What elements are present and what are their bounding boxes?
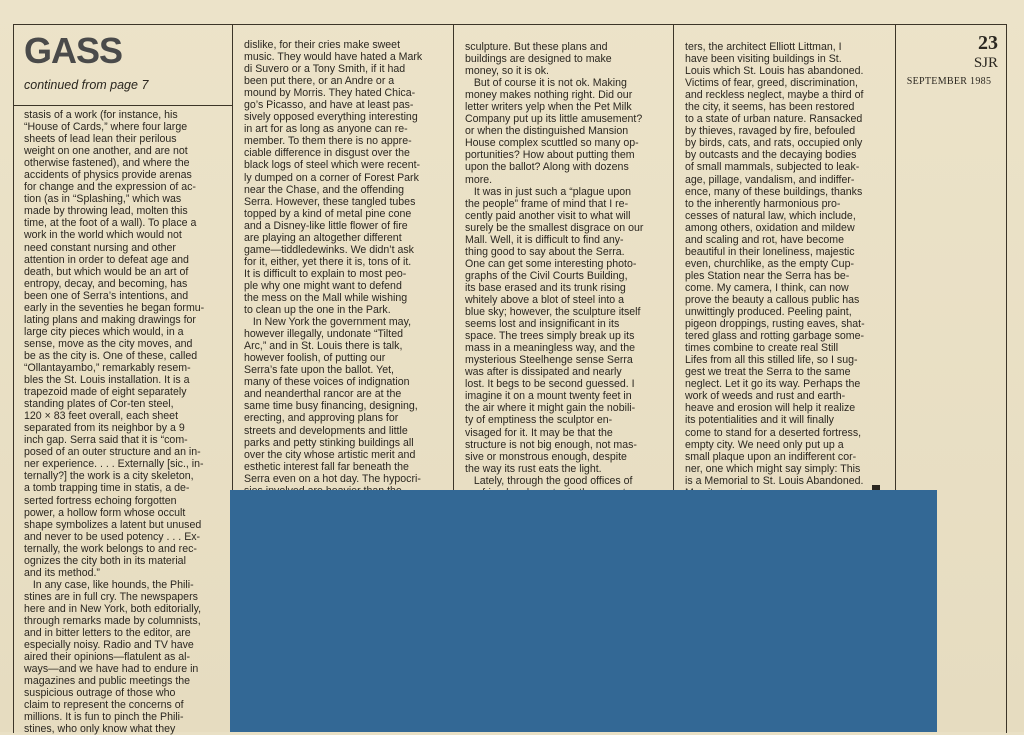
publication-name: SJR <box>973 55 998 71</box>
issue-date: SEPTEMBER 1985 <box>906 76 992 87</box>
article-column-1: stasis of a work (for instance, his “House of Cards,” where four large sheets of lead lean their perilous weight on one another, and are not otherwise fastened), and where the accidents of physics provide arenas for change and the expression of ac- tion (as in “Splashing,” which was made by throwing lead, molten this time, at the foot of a wall). To place a work in the world which would not need constant nursing and other attention in order to defeat age and death, but which would be an art of entropy, decay, and becoming, has been one of Serra’s intentions, and early in the seventies he began formu- lating plans and making drawings for large city pieces which would, in a sense, move as the city moves, and be as the city is. One of these, called “Ollantayambo,” remarkably resem- bles the St. Louis installation. It is a trapezoid made of eight separately standing plates of Cor-ten steel, 120 × 83 feet overall, each sheet separated from its neighbor by a 9 inch gap. Serra said that it is “com- posed of an outer structure and an in- ner experience. . . . Externally [sic., in- ternally?] the work is a city skeleton, a tomb trapping time in statis, a de- serted fortress echoing forgotten power, a hollow form whose occult shape symbolizes a latent but unused and never to be used potency . . . Ex- ternally, the work belongs to and rec- ognizes the city both in its material and its method.” In any case, like hounds, the Phili- stines are in full cry. The newspapers here and in New York, both editorially, through remarks made by columnists, and in bitter letters to the editor, are especially noisy. Radio and TV have aired their opinions—flatulent as al- ways—and we have had to endure in magazines and public meetings the suspicious outrage of those who claim to represent the concerns of millions. It is fun to pinch the Phili- stines, who only know what they <box>24 109 205 735</box>
article-column-4: ters, the architect Elliott Littman, I have been visiting buildings in St. Louis which St. Louis has abandoned. Victims of fear, greed, discrimination, and reckless neglect, maybe a third of the city, it seems, has been restored to a state of urban nature. Ransacked by thieves, ravaged by fire, befouled by birds, cats, and rats, occupied only by outcasts and the decaying bodies of small mammals, subjected to leak- age, pillage, vandalism, and indiffer- ence, many of these buildings, thanks to the inherently harmonious pro- cesses of natural law, which include, among others, oxidation and mildew and scaling and rot, have become beautiful in their loneliness, majestic even, churchlike, as the empty Cup- ples Station near the Serra has be- come. My camera, I think, can now prove the beauty a callous public has unwittingly produced. Peeling paint, pigeon droppings, rusting eaves, shat- tered glass and rotting garbage some- times combine to create real Still Lifes from all this stilled life, so I sug- gest we treat the Serra to the same neglect. Let it go its way. Perhaps the work of weeds and rust and earth- heave and erosion will help it realize its potentialities and it will finally come to stand for a deserted fortress, empty city. We need only put up a small plaque upon an indifferent cor- ner, one which might say simply: This is a Memorial to St. Louis Abandoned. <box>685 41 865 487</box>
article-column-2: dislike, for their cries make sweet music. They would have hated a Mark di Suvero or a Tony Smith, if it had been put there, or an Andre or a mound by Morris. They hated Chica- go’s Picasso, and have at least pas- sively opposed everything interesting in art for as long as anyone can re- member. To them there is no appre- ciable difference in disgust over the black logs of steel which were recent- ly dumped on a corner of Forest Park near the Chase, and the offending Serra. However, these tangled tubes topped by a kind of metal pine cone and a Disney-like little flower of fire are playing an altogether different game—tiddledewinks. We didn’t ask for it, either, yet there it is, tons of it. It is difficult to explain to most peo- ple why one might want to defend the mess on the Mall while wishing to clean up the one in the Park. In New York the government may, however illegally, undonate “Tilted Arc,” and in St. Louis there is talk, however foolish, of putting our Serra’s fate upon the ballot. Yet, many of these voices of indignation and neanderthal rancor are at the same time busy financing, designing, erecting, and approving plans for streets and developments and little parks and petty stinking buildings all over the city whose artistic merit and esthetic interest fall far beneath the Serra even on a hot day. The hypocri- <box>244 39 423 485</box>
article-column-3: sculpture. But these plans and buildings are designed to make money, so it is ok. But of course it is not ok. Making money makes nothing right. Did our letter writers yelp when the Pet Milk Company put up its little amusement? or when the distinguished Mansion House complex scuttled so many op- portunities? How about putting them upon the ballot? Along with dozens more. It was in just such a “plague upon the people” frame of mind that I re- cently paid another visit to what will surely be the smallest disgrace on our Mall. Well, it is difficult to find any- thing good to say about the Serra. One can get some interesting photo- graphs of the Civil Courts Building, its base erased and its trunk rising whitely above a blot of steel into a blue sky; however, the sculpture itself seems lost and insignificant in its space. The trees simply break up its mass in a meaningless way, and the mysterious Steelhenge sense Serra was after is dissipated and nearly lost. It begs to be second guessed. I imagine it on a mount twenty feet in the air where it might gain the nobili- ty of emptiness the sculptor en- visaged for it. It may be that the structure is not big enough, not mas- sive or monstrous enough, despite the way its rust eats the light. Lately, through the good offices of <box>465 41 644 487</box>
redaction-block <box>230 490 937 732</box>
page-number: 23 <box>978 32 998 54</box>
continued-label: continued from page 7 <box>24 78 149 92</box>
article-title: GASS <box>24 30 123 71</box>
